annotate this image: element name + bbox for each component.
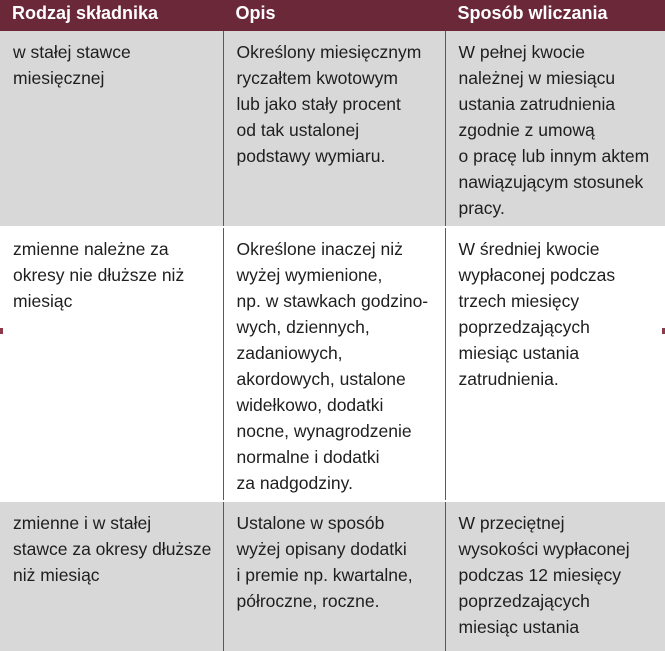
- cell-inclusion-method: W przeciętnej wysokości wypłaconej podczas 12 miesięcy poprzedzających miesiąc ustania: [445, 501, 665, 651]
- header-component-type: Rodzaj składnika: [0, 0, 223, 31]
- cell-description: Ustalone w sposób wyżej opisany dodatki i premie np. kwartalne, półroczne, roczne.: [223, 501, 445, 651]
- cell-component-type: zmienne należne za okresy nie dłuższe niż miesiąc: [0, 227, 223, 501]
- cell-description: Określone inaczej niż wyżej wymienione, np. w stawkach godzino- wych, dziennych, zadaniowych, akordowych, ustalone widełkowo, dodatki nocne, wynagrodzenie normalne i dodatki za nadgodziny.: [223, 227, 445, 501]
- table-row: [0, 501, 665, 651]
- cell-inclusion-method: W pełnej kwocie należnej w miesiącu ustania zatrudnienia zgodnie z umową o pracę lub innym aktem nawiązującym stosunek pracy.: [445, 31, 665, 227]
- cell-inclusion-method: W średniej kwocie wypłaconej podczas trzech miesięcy poprzedzających miesiąc ustania zatrudnienia.: [445, 227, 665, 501]
- cell-description: Określony miesięcznym ryczałtem kwotowym lub jako stały procent od tak ustalonej podstawy wymiaru.: [223, 31, 445, 227]
- cell-component-type: w stałej stawce miesięcznej: [0, 31, 223, 227]
- table-row: [0, 227, 665, 501]
- page-edge-mark: [0, 328, 3, 334]
- table-row: [0, 31, 665, 227]
- table-header-row: [0, 0, 665, 31]
- header-description: Opis: [223, 0, 445, 31]
- cell-component-type: zmienne i w stałej stawce za okresy dłuższe niż miesiąc: [0, 501, 223, 651]
- header-inclusion-method: Sposób wliczania: [445, 0, 665, 31]
